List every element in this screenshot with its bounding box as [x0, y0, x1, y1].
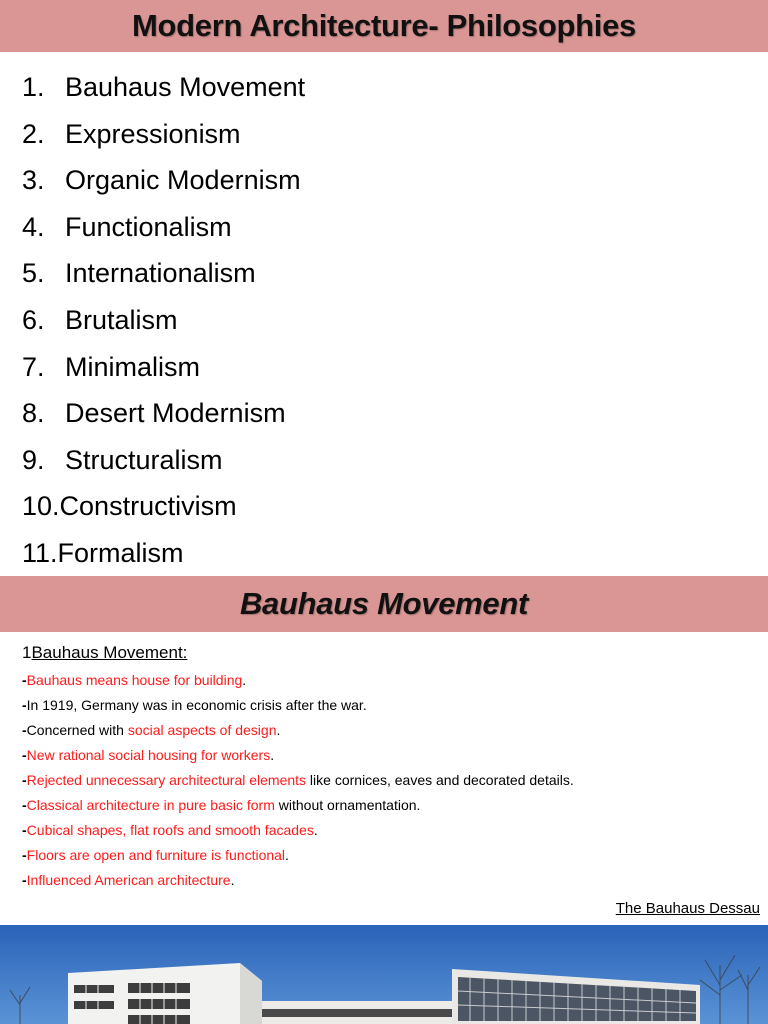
- bullet-dash: -: [22, 722, 27, 738]
- list-label: Desert Modernism: [65, 398, 286, 429]
- bullet-item: [22, 743, 762, 768]
- bullet-item: [22, 668, 762, 693]
- bullet-highlight: Floors are open and furniture is functional: [26, 847, 286, 863]
- list-item: [22, 530, 305, 577]
- bauhaus-building-illustration: [0, 925, 768, 1024]
- bullet-dash: -: [22, 822, 27, 838]
- page-title: Modern Architecture- Philosophies: [132, 8, 636, 43]
- section-title: Bauhaus Movement: [239, 586, 529, 621]
- list-number: 2.: [22, 118, 45, 149]
- list-label: Internationalism: [65, 258, 256, 289]
- bullet-text: In 1919, Germany was in economic crisis after the war.: [26, 697, 367, 713]
- list-number: 10.: [22, 491, 60, 522]
- bullet-item: [22, 843, 762, 868]
- list-item: [22, 297, 305, 344]
- list-number: 9.: [22, 444, 45, 475]
- title-banner: [0, 0, 768, 52]
- list-item: [22, 437, 305, 484]
- list-number: 4.: [22, 211, 45, 242]
- list-number: 1.: [22, 72, 45, 102]
- bullet-text: Concerned with: [26, 722, 128, 738]
- list-label: Constructivism: [59, 491, 237, 522]
- bullet-list: [22, 668, 762, 893]
- bullet-item: [22, 768, 762, 793]
- list-label: Brutalism: [65, 304, 178, 335]
- bullet-text: .: [230, 872, 235, 888]
- list-number: 7.: [22, 351, 45, 382]
- list-item: [22, 483, 305, 530]
- bullet-item: [22, 793, 762, 818]
- bullet-highlight: social aspects of design: [127, 722, 277, 738]
- bullet-item: [22, 818, 762, 843]
- list-label: Structuralism: [65, 444, 223, 475]
- bullet-highlight: Influenced American architecture: [26, 872, 231, 888]
- list-item: [22, 390, 305, 437]
- list-label: Expressionism: [65, 118, 241, 149]
- bullet-dash: -: [22, 772, 27, 788]
- bauhaus-section: [22, 642, 762, 893]
- section-number: 1: [22, 643, 32, 662]
- list-number: 11.: [22, 537, 58, 568]
- list-label: Organic Modernism: [65, 165, 301, 196]
- section-heading: [22, 642, 762, 664]
- bullet-dash: -: [22, 797, 27, 813]
- bullet-text: .: [313, 822, 318, 838]
- list-number: 5.: [22, 258, 45, 289]
- bullet-text: .: [276, 722, 281, 738]
- bullet-dash: -: [22, 847, 27, 863]
- list-item: [22, 344, 305, 391]
- bullet-item: [22, 693, 762, 718]
- bullet-dash: -: [22, 872, 27, 888]
- list-item: [22, 64, 305, 111]
- list-item: [22, 111, 305, 158]
- list-number: 6.: [22, 304, 45, 335]
- list-number: 3.: [22, 165, 45, 196]
- list-number: 8.: [22, 398, 45, 429]
- bullet-text: without ornamentation.: [274, 797, 421, 813]
- bullet-highlight: Bauhaus means house for building: [26, 672, 243, 688]
- list-item: [22, 250, 305, 297]
- bullet-text: .: [242, 672, 247, 688]
- section-heading-label: Bauhaus Movement:: [31, 643, 188, 662]
- bullet-dash: -: [22, 697, 27, 713]
- bullet-item: [22, 718, 762, 743]
- bullet-highlight: Cubical shapes, flat roofs and smooth facades: [26, 822, 314, 838]
- section-banner: [0, 576, 768, 632]
- bullet-text: like cornices, eaves and decorated details.: [306, 772, 574, 788]
- bullet-dash: -: [22, 672, 27, 688]
- list-label: Functionalism: [65, 211, 232, 242]
- philosophies-list: [22, 64, 305, 577]
- bullet-dash: -: [22, 747, 27, 763]
- photo-caption: The Bauhaus Dessau: [615, 900, 760, 917]
- bauhaus-dessau-photo: [0, 925, 768, 1024]
- bullet-highlight: Rejected unnecessary architectural elements: [26, 772, 307, 788]
- list-label: Minimalism: [65, 351, 200, 382]
- bullet-text: .: [270, 747, 275, 763]
- bullet-highlight: New rational social housing for workers: [26, 747, 271, 763]
- list-item: [22, 157, 305, 204]
- list-label: Formalism: [57, 537, 184, 568]
- bullet-item: [22, 868, 762, 893]
- list-item: [22, 204, 305, 251]
- list-label: Bauhaus Movement: [65, 72, 306, 102]
- bullet-highlight: Classical architecture in pure basic form: [26, 797, 275, 813]
- bullet-text: .: [285, 847, 289, 863]
